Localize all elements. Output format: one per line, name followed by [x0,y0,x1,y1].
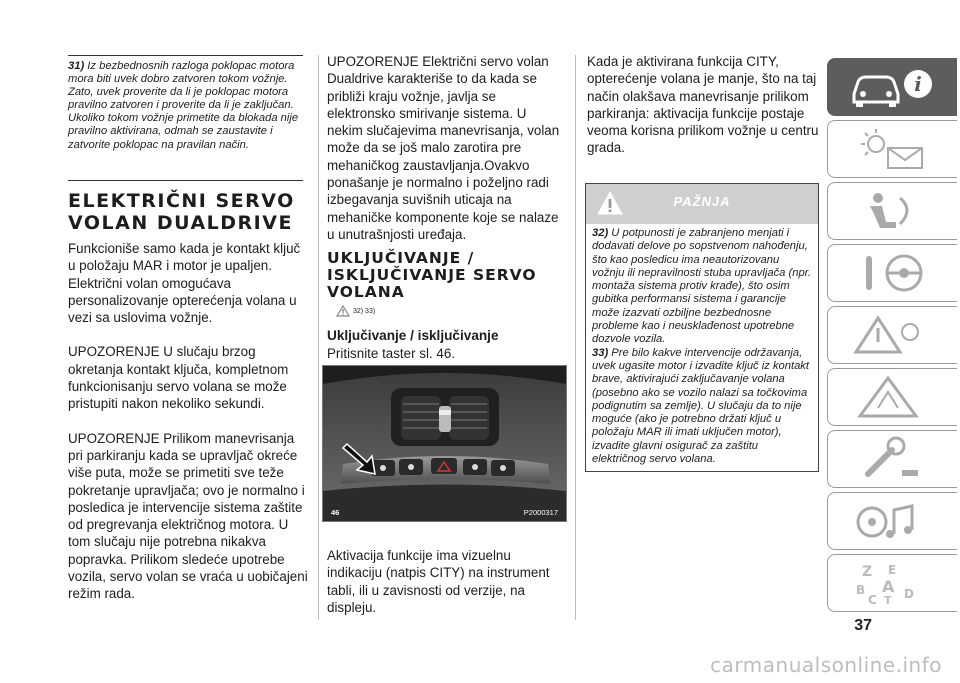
warning-item [592,227,812,347]
section-title-line1: ELEKTRIČNI SERVO [68,190,295,212]
warning-header [586,184,818,224]
warning-title: PAŽNJA [673,194,731,209]
svg-text:T: T [884,594,892,606]
figure-code: P2000317 [523,508,558,517]
note-text: Iz bezbednosnih razloga poklopac motora mora biti uvek dobro zatvoren tokom vožnje. Zato, uvek proverite da li je poklopac motora pravilno zatvoren i proverite da li je zaključan. Ukoliko tokom vožnje primetite da blokada nije pravilno aktivirana, odmah se zaustavite i zatvorite poklopac na pravilan način. [68,60,299,151]
press-instruction: Pritisnite taster sl. 46. [327,346,456,361]
steering-wheel-icon [848,250,938,296]
sun-envelope-icon [848,126,938,172]
section-title [68,190,295,234]
paragraph: UPOZORENJE U slučaju brzog okretanja kontakt ključa, kompletnom funkcionisanju servo volana se može pristupiti nakon nekoliko sekundi. [68,344,289,412]
reference-marks [336,305,375,317]
watermark: carmanualsonline.info [710,653,942,677]
warning-number: 33) [592,346,609,359]
dashboard-photo [323,366,566,521]
warning-body [586,224,818,469]
subsection-title-line3: VOLANA [327,283,405,301]
column-divider [318,55,319,620]
svg-text:i: i [914,72,922,96]
svg-text:B: B [856,583,866,597]
dashboard-warning-icon [848,312,938,358]
paragraph: UPOZORENJE Prilikom manevrisanja pri parkiranju kada se upravljač okreće više puta, može se primetiti sve teže pokretanje upravljača; ovo je normalno i posledica je intervencije sistema zaštite od pregrevanja električnog motora. U tom slučaju nije potrebna nikakva popravka. Prilikom sledeće upotrebe vozila, servo volan se vraća u uobičajeni režim rada. [68,430,308,602]
figure-number: 46 [331,508,340,517]
column-divider [575,55,576,620]
tab-lights-messages[interactable] [827,120,957,178]
subheading: Uključivanje / isključivanje [327,328,499,343]
section-body [68,240,308,620]
page-number: 37 [854,617,872,634]
warning-text: U potpunosti je zabranjeno menjati i dodavati delove po sopstvenom nahođenju, što kao posledicu ima neautorizovanu vožnju ili nepravilnosti stuba upravljača (npr. montaža sistema protiv krađe), što osim gubitka performansi sistema i garancije može izazvati ozbiljne bezbednosne probleme kao i neusklađenost upotrebne dozvole vozila. [592,227,812,346]
warning-item [592,347,812,467]
paragraph: Funkcioniše samo kada je kontakt ključ u položaju MAR i motor je upaljen. Električni volan omogućava personalizovanje opterećenja volana u vezi sa uslovima vožnje. [68,241,301,326]
svg-text:D: D [904,587,914,601]
safety-note-box [68,55,303,181]
tab-starting-driving[interactable] [827,244,957,302]
dashboard-figure [322,365,567,522]
safety-note [68,60,303,152]
svg-text:C: C [868,593,877,606]
col3-intro: Kada je aktivirana funkcija CITY, opterećenje volana je manje, što na taj način olakšava manevrisanje prilikom parkiranja: aktivacija funkcije postaje veoma korisna prilikom vožnje u centru grada. [587,54,819,156]
subsection-title-line1: UKLJUČIVANJE / [327,249,475,267]
reference-numbers: 32) 33) [353,307,376,315]
warning-triangle-icon [336,305,350,317]
note-number: 31) [68,60,85,72]
car-info-icon [848,64,938,110]
subsection-title [327,250,537,301]
warning-text: Pre bilo kakve intervencije održavanja, uvek ugasite motor i izvadite ključ iz kontakt brave, aktivirajući zaključavanje volana (posebno ako se vozilo nalazi sa točkovima podignutim sa zemlje). U slučaju da to nije moguće (ako je potrebno držati ključ u položaju MAR ili imati uključen motor), izvadite glavni osigurač za zaštitu električnog servo volana. [592,346,810,466]
after-figure-text: Aktivacija funkcije ima vizuelnu indikaciju (natpis CITY) na instrument tabli, ili u zavisnosti od verzije, na displeju. [327,548,550,615]
tab-index[interactable] [827,554,957,612]
section-title-line2: VOLAN DUALDRIVE [68,212,293,234]
wrench-icon [848,436,938,482]
subsection-title-line2: ISKLJUČIVANJE SERVO [327,266,537,284]
tab-emergency[interactable] [827,368,957,426]
col2-intro: UPOZORENJE Električni servo volan Dualdrive karakteriše to da kada se približi kraju vožnje, javlja se elektronsko smirivanje sistema. U nekim slučajevima manevrisanja, volan može da se još malo zarotira pre mehaničkog zaustavljanja.Ovakvo ponašanje je normalno i poželjno radi izbegavanja suvišnih uticaja na mehaničke komponente koje se nalaze u unutrašnjosti uređaja. [327,54,560,242]
multimedia-icon [848,498,938,544]
svg-text:E: E [888,563,897,577]
warning-number: 32) [592,227,609,239]
seat-airbag-icon [848,188,938,234]
tab-maintenance[interactable] [827,430,957,488]
warning-box [585,183,819,472]
tab-vehicle-info[interactable] [827,58,957,116]
svg-text:Z: Z [862,564,873,580]
tab-multimedia[interactable] [827,492,957,550]
tab-warning-lights[interactable] [827,306,957,364]
emergency-icon [848,374,938,420]
alphabet-index-icon [848,560,938,606]
svg-text:A: A [882,577,895,596]
tab-safety[interactable] [827,182,957,240]
